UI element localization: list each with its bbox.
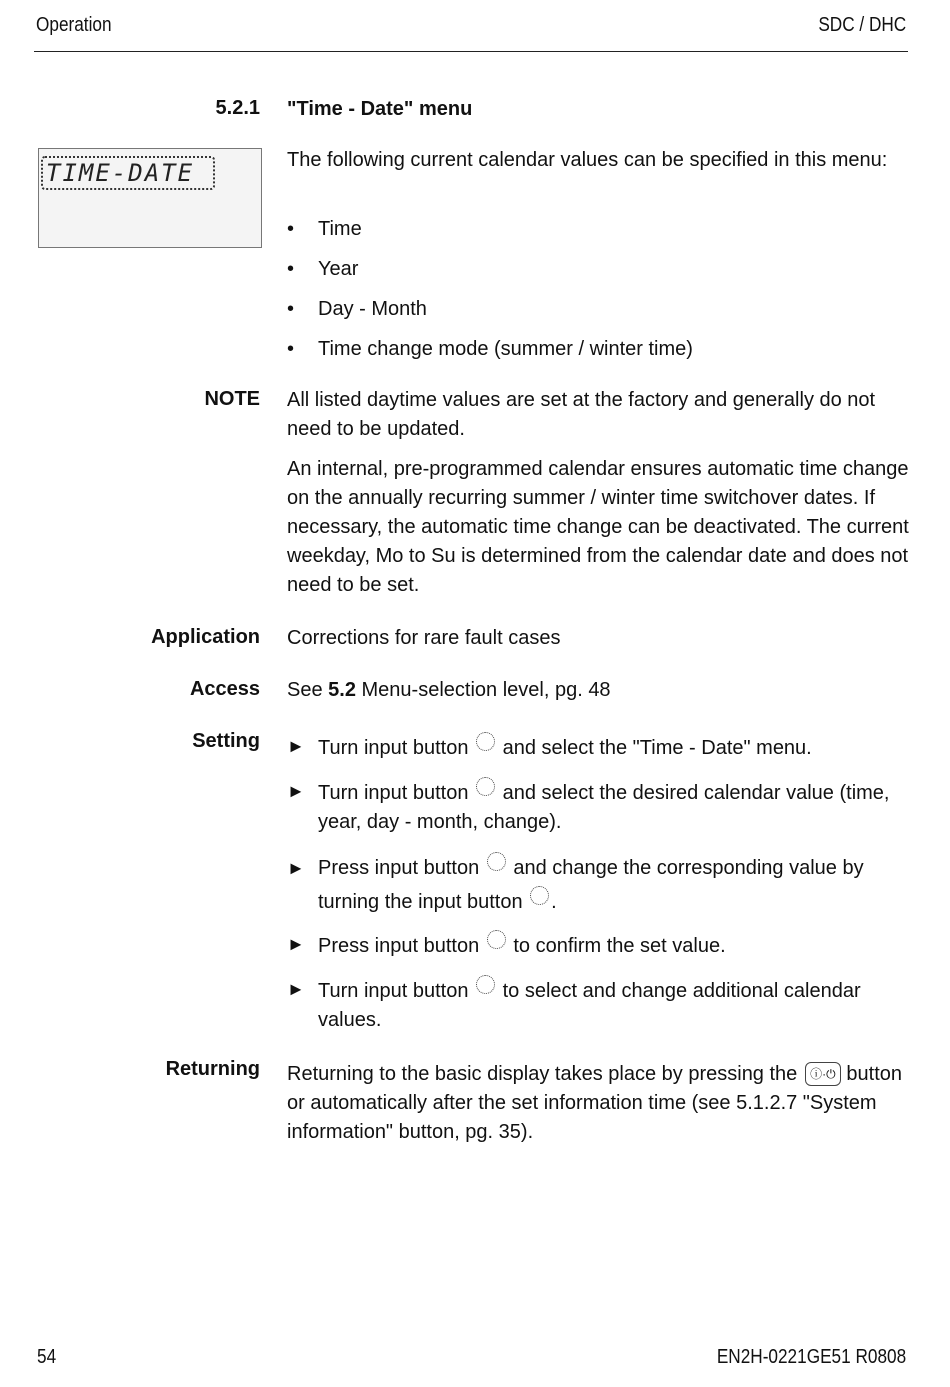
setting-label: Setting: [192, 730, 260, 752]
setting-step: ► Turn input button and select the desired calendar value (time, year, day - month, change).: [287, 777, 909, 837]
returning-text: Returning to the basic display takes place by pressing the ⓘ·⏻ button or automatically after the set information time (see 5.1.2.7 "System information" button, pg. 35).: [287, 1063, 903, 1143]
section-title: "Time - Date" menu: [287, 98, 473, 120]
section-number: 5.2.1: [215, 97, 260, 119]
info-button-icon: ⓘ·⏻: [805, 1062, 841, 1086]
intro-text: The following current calendar values can be specified in this menu:: [287, 149, 888, 171]
input-button-icon: [487, 930, 506, 949]
input-button-icon: [476, 732, 495, 751]
input-button-icon: [476, 777, 495, 796]
setting-step: ► Press input button and change the corresponding value by turning the input button .: [287, 851, 909, 919]
header-left: Operation: [36, 14, 112, 36]
header-rule: [34, 51, 908, 52]
header-right: SDC / DHC: [818, 14, 906, 36]
input-button-icon: [487, 852, 506, 871]
note-label: NOTE: [204, 388, 260, 410]
page-number: 54: [37, 1346, 57, 1368]
setting-step: ► Turn input button to select and change additional calendar values.: [287, 975, 909, 1035]
document-code: EN2H-0221GE51 R0808: [716, 1346, 906, 1368]
note-paragraph-1: All listed daytime values are set at the factory and generally do not need to be updated.: [287, 389, 876, 440]
access-label: Access: [189, 678, 260, 700]
lcd-display: [38, 148, 262, 248]
lcd-text: TIME-DATE: [41, 156, 215, 190]
returning-label: Returning: [165, 1058, 260, 1080]
setting-step: ► Turn input button and select the "Time - Date" menu.: [287, 732, 909, 763]
input-button-icon: [476, 975, 495, 994]
input-button-icon: [530, 886, 549, 905]
note-paragraph-2: An internal, pre-programmed calendar ensures automatic time change on the annually recurring summer / winter time switchover dates. If necessary, the automatic time change can be deactivated. The current weekday, Mo to Su is determined from the calendar date and does not need to be set.: [287, 458, 909, 596]
application-label: Application: [151, 626, 260, 648]
setting-step: ► Press input button to confirm the set value.: [287, 930, 909, 961]
application-text: Corrections for rare fault cases: [287, 627, 561, 649]
access-text: See 5.2 Menu-selection level, pg. 48: [287, 679, 611, 701]
